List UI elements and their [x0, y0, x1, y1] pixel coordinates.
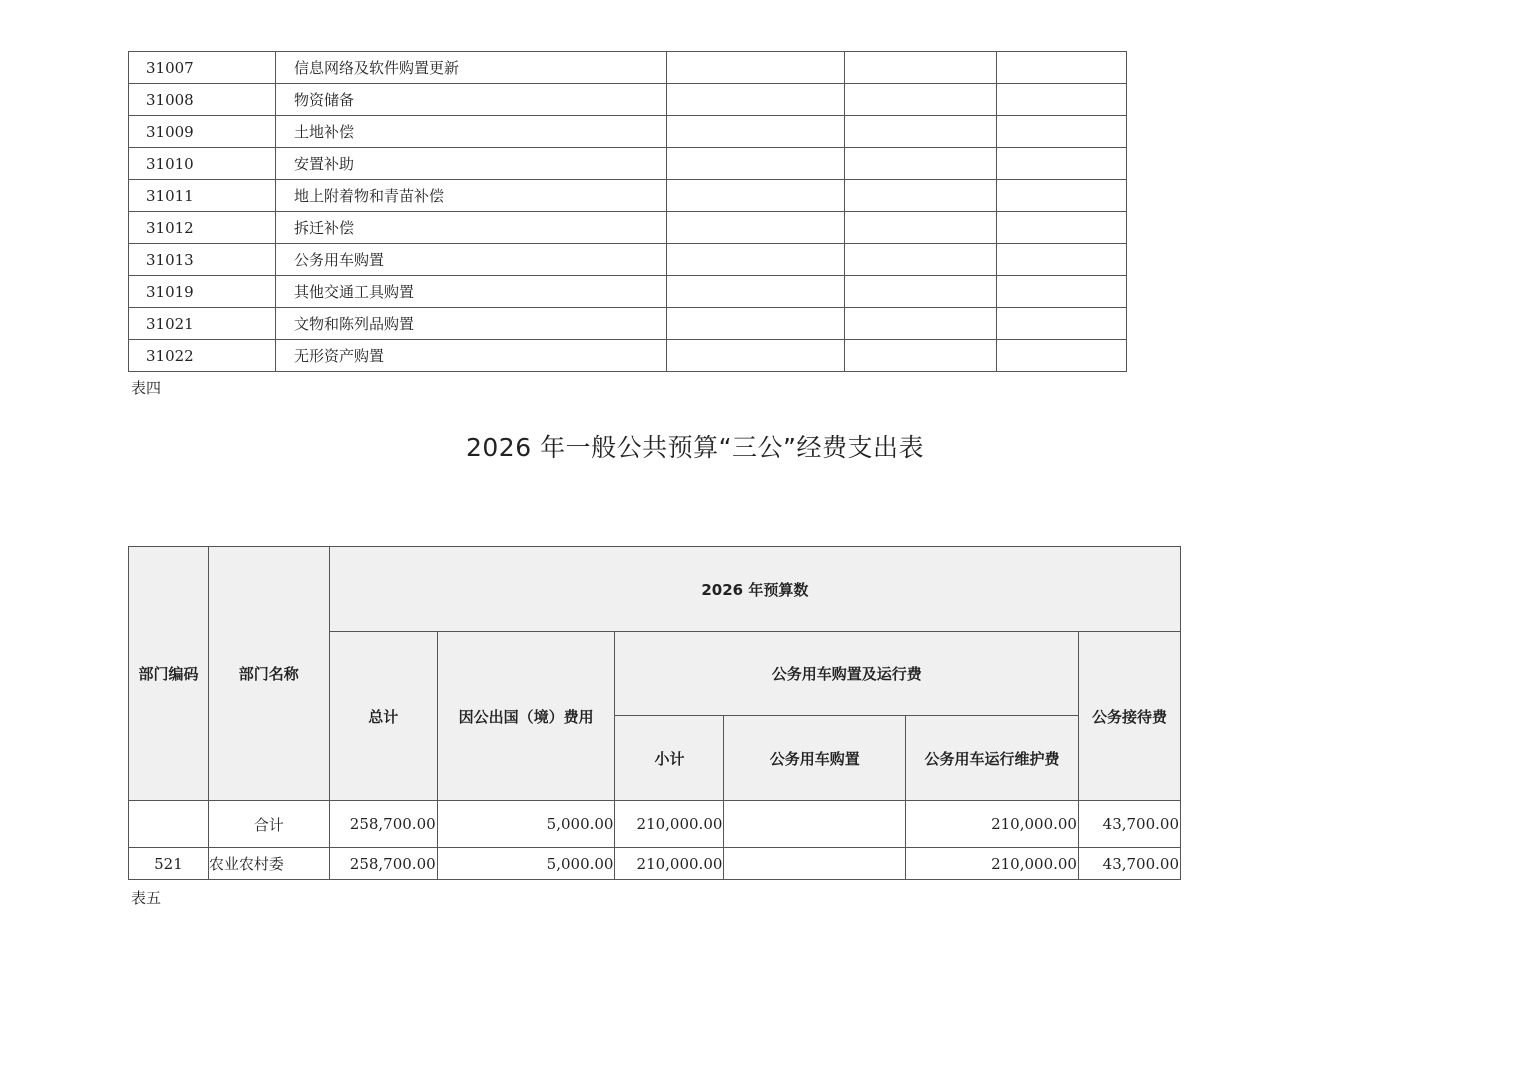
dept-reception-cell: 43,700.00 [1078, 848, 1180, 880]
table-row [129, 148, 1127, 180]
empty-cell [997, 308, 1127, 340]
economic-classification-body [129, 52, 1127, 372]
empty-cell [845, 212, 997, 244]
empty-cell [667, 308, 845, 340]
dept-purchase-cell [724, 848, 906, 880]
table-row [129, 308, 1127, 340]
empty-cell [845, 244, 997, 276]
empty-cell [997, 180, 1127, 212]
page-title: 2026 年一般公共预算“三公”经费支出表 [466, 433, 924, 462]
table-label-5: 表五 [131, 889, 162, 907]
code-cell: 31012 [129, 212, 276, 244]
code-cell: 31007 [129, 52, 276, 84]
code-cell: 31019 [129, 276, 276, 308]
empty-cell [667, 276, 845, 308]
total-purchase-cell [724, 801, 906, 848]
code-cell: 31021 [129, 308, 276, 340]
empty-cell [997, 84, 1127, 116]
dept-row [129, 848, 1181, 880]
code-cell: 31009 [129, 116, 276, 148]
economic-classification-table [128, 51, 1127, 372]
header-dept-name: 部门名称 [208, 547, 329, 801]
empty-cell [997, 148, 1127, 180]
name-cell: 信息网络及软件购置更新 [276, 52, 667, 84]
header-budget: 2026 年预算数 [329, 547, 1180, 632]
name-cell: 拆迁补偿 [276, 212, 667, 244]
total-reception-cell: 43,700.00 [1078, 801, 1180, 848]
empty-cell [997, 340, 1127, 372]
total-total-cell: 258,700.00 [329, 801, 437, 848]
code-cell: 31013 [129, 244, 276, 276]
empty-cell [845, 276, 997, 308]
table-row [129, 276, 1127, 308]
empty-cell [845, 148, 997, 180]
table-label-4: 表四 [131, 379, 162, 397]
table-row [129, 180, 1127, 212]
empty-cell [667, 340, 845, 372]
empty-cell [845, 308, 997, 340]
table-row [129, 84, 1127, 116]
header-subtotal: 小计 [615, 716, 724, 801]
header-total: 总计 [329, 632, 437, 801]
table-row [129, 244, 1127, 276]
table-row [129, 340, 1127, 372]
name-cell: 物资储备 [276, 84, 667, 116]
table-row [129, 52, 1127, 84]
empty-cell [997, 244, 1127, 276]
empty-cell [845, 180, 997, 212]
empty-cell [845, 116, 997, 148]
dept-subtotal-cell: 210,000.00 [615, 848, 724, 880]
total-maintenance-cell: 210,000.00 [906, 801, 1079, 848]
name-cell: 土地补偿 [276, 116, 667, 148]
header-vehicle-purchase: 公务用车购置 [724, 716, 906, 801]
empty-cell [667, 180, 845, 212]
total-code-cell [129, 801, 209, 848]
header-dept-code: 部门编码 [129, 547, 209, 801]
code-cell: 31010 [129, 148, 276, 180]
name-cell: 公务用车购置 [276, 244, 667, 276]
header-reception: 公务接待费 [1078, 632, 1180, 801]
code-cell: 31022 [129, 340, 276, 372]
header-vehicle-maintenance: 公务用车运行维护费 [906, 716, 1079, 801]
empty-cell [997, 52, 1127, 84]
empty-cell [997, 116, 1127, 148]
empty-cell [667, 84, 845, 116]
empty-cell [667, 244, 845, 276]
empty-cell [667, 52, 845, 84]
empty-cell [997, 212, 1127, 244]
total-abroad-cell: 5,000.00 [437, 801, 615, 848]
header-abroad: 因公出国（境）费用 [437, 632, 615, 801]
name-cell: 其他交通工具购置 [276, 276, 667, 308]
empty-cell [667, 212, 845, 244]
name-cell: 文物和陈列品购置 [276, 308, 667, 340]
header-vehicle: 公务用车购置及运行费 [615, 632, 1079, 716]
table-row [129, 116, 1127, 148]
empty-cell [997, 276, 1127, 308]
total-row [129, 801, 1181, 848]
code-cell: 31008 [129, 84, 276, 116]
empty-cell [845, 52, 997, 84]
empty-cell [845, 84, 997, 116]
code-cell: 31011 [129, 180, 276, 212]
name-cell: 地上附着物和青苗补偿 [276, 180, 667, 212]
total-name-cell: 合计 [208, 801, 329, 848]
table-row [129, 212, 1127, 244]
dept-code-cell: 521 [129, 848, 209, 880]
dept-total-cell: 258,700.00 [329, 848, 437, 880]
empty-cell [667, 148, 845, 180]
dept-abroad-cell: 5,000.00 [437, 848, 615, 880]
name-cell: 无形资产购置 [276, 340, 667, 372]
header-row-1 [129, 547, 1181, 632]
empty-cell [845, 340, 997, 372]
total-subtotal-cell: 210,000.00 [615, 801, 724, 848]
empty-cell [667, 116, 845, 148]
dept-maintenance-cell: 210,000.00 [906, 848, 1079, 880]
name-cell: 安置补助 [276, 148, 667, 180]
three-public-expense-table [128, 546, 1181, 880]
dept-name-cell: 农业农村委 [208, 848, 329, 880]
